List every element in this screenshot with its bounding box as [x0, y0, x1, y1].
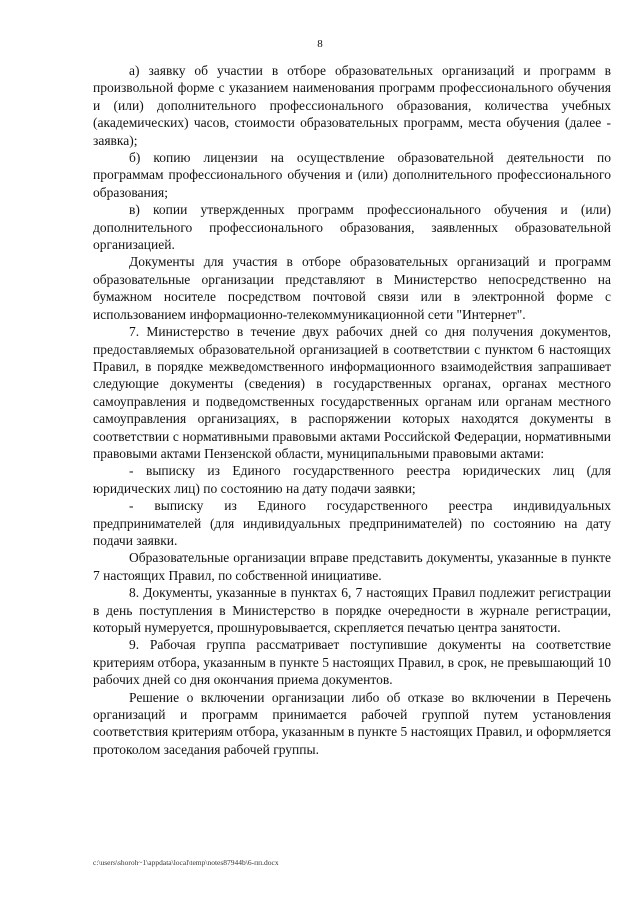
paragraph-inclusion-decision: Решение о включении организации либо об отказе во включении в Перечень организаций и программ принимается рабочей группой путем установления соответствия критериям отбора, указанным в пункте 5 настоящих Правил, и оформляется протоколом заседания рабочей группы.	[93, 689, 611, 757]
paragraph-extract-entrepreneurs: - выписку из Единого государственного реестра индивидуальных предпринимателей (для индивидуальных предпринимателей) по состоянию на дату подачи заявки.	[93, 498, 611, 548]
paragraph-clause-8: 8. Документы, указанные в пунктах 6, 7 настоящих Правил подлежит регистрации в день поступления в Министерство в порядке очередности в журнале регистрации, который нумеруется, прошнуровывается, скрепляется печатью центра занятости.	[93, 585, 611, 635]
footer-file-path: c:\users\shoroh~1\appdata\local\temp\notes87944b\6-пп.docx	[93, 858, 279, 867]
paragraph-item-v: в) копии утвержденных программ профессионального обучения и (или) дополнительного профессионального образования, заявленных образовательной организацией.	[93, 202, 611, 253]
paragraph-item-a: а) заявку об участии в отборе образовательных организаций и программ в произвольной форме с указанием наименования программ профессионального обучения и (или) дополнительного профессионального образования, количества учебных (академических) часов, стоимости образовательных программ, места обучения (далее - заявка);	[93, 63, 611, 148]
paragraph-clause-7: 7. Министерство в течение двух рабочих дней со дня получения документов, предоставляемых образовательной организацией в соответствии с пунктом 6 настоящих Правил, в порядке межведомственного информационного взаимодействия запрашивает следующие документы (сведения) в государственных органах, органах местного самоуправления и подведомственных государственных органам или органам местного самоуправления организациях, в распоряжении которых находятся документы в соответствии с нормативными правовыми актами Российской Федерации, нормативными правовыми актами Пензенской области, муниципальными правовыми актами:	[93, 324, 611, 461]
paragraph-submission-documents: Документы для участия в отборе образовательных организаций и программ образовательные организации представляют в Министерство непосредственно на бумажном носителе посредством почтовой связи или в электронной форме с использованием информационно-телекоммуникационной сети "Интернет".	[93, 254, 611, 322]
paragraph-own-initiative: Образовательные организации вправе представить документы, указанные в пункте 7 настоящих Правил, по собственной инициативе.	[93, 550, 611, 583]
paragraph-extract-legal-entities: - выписку из Единого государственного реестра юридических лиц (для юридических лиц) по состоянию на дату подачи заявки;	[93, 463, 611, 496]
paragraph-clause-9: 9. Рабочая группа рассматривает поступившие документы на соответствие критериям отбора, указанным в пункте 5 настоящих Правил, в срок, не превышающий 10 рабочих дней со дня окончания приема документов.	[93, 637, 611, 688]
document-body	[93, 62, 611, 758]
paragraph-item-b: б) копию лицензии на осуществление образовательной деятельности по программам профессионального обучения и (или) дополнительного профессионального образования;	[93, 150, 611, 200]
page-number: 8	[317, 38, 323, 50]
